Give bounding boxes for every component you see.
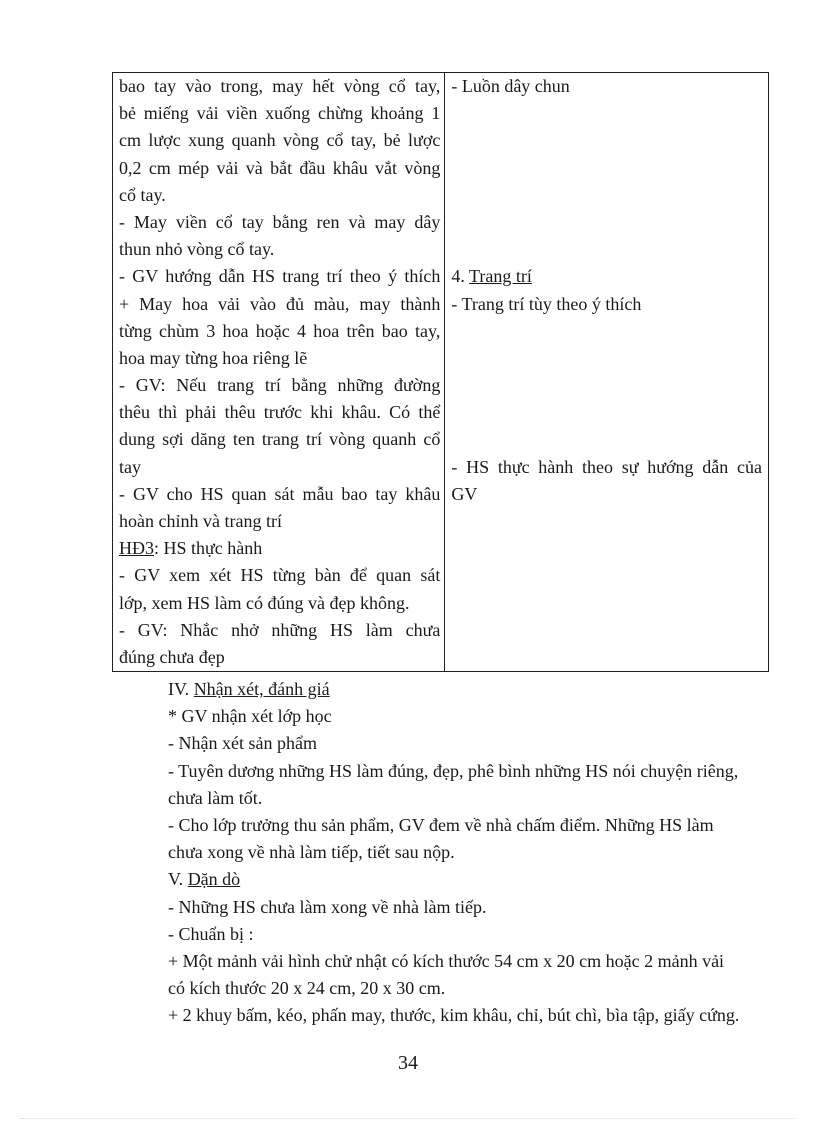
- table-line: tay: [119, 456, 141, 477]
- activity-heading: [119, 535, 440, 562]
- table-line: bao tay vào trong, may hết vòng cổ tay,: [119, 76, 441, 96]
- table-line: thêu thì phải thêu trước khi khâu. Có thể: [119, 402, 441, 423]
- paragraph-line: + 2 khuy bấm, kéo, phấn may, thước, kim khâu, chỉ, bút chì, bìa tập, giấy cứng.: [168, 1005, 740, 1026]
- footer-divider: [20, 1118, 796, 1119]
- student-activity-cell: [445, 73, 769, 672]
- paragraph-line: có kích thước 20 x 24 cm, 20 x 30 cm.: [168, 978, 446, 999]
- table-line: - Trang trí tùy theo ý thích: [451, 293, 642, 314]
- table-line: GV: [451, 483, 478, 504]
- section-5-title: Dặn dò: [187, 869, 241, 890]
- paragraph-line: + Một mảnh vải hình chử nhật có kích thước 54 cm x 20 cm hoặc 2 mảnh vải: [168, 950, 725, 971]
- table-line: - GV: Nếu trang trí bằng những đường: [119, 375, 441, 396]
- paragraph-line: - Cho lớp trưởng thu sản phẩm, GV đem về nhà chấm điểm. Những HS làm: [168, 814, 714, 835]
- table-line: từng chùm 3 hoa hoặc 4 hoa trên bao tay,: [119, 320, 441, 341]
- section-title: Trang trí: [469, 266, 532, 287]
- table-line: 0,2 cm mép vải và bắt đầu khâu vắt vòng: [119, 157, 441, 178]
- paragraph-line: chưa làm tốt.: [168, 787, 263, 808]
- table-line: - GV hướng dẫn HS trang trí theo ý thích: [119, 266, 441, 287]
- table-line: lớp, xem HS làm có đúng và đẹp không.: [119, 592, 410, 613]
- table-line: - GV xem xét HS từng bàn để quan sát: [119, 565, 441, 586]
- paragraph-line: chưa xong về nhà làm tiếp, tiết sau nộp.: [168, 842, 455, 863]
- page-number: 34: [398, 1052, 418, 1074]
- table-line: - GV cho HS quan sát mẫu bao tay khâu: [119, 483, 441, 504]
- section-number: 4.: [451, 266, 470, 287]
- paragraph-line: - Chuẩn bị :: [168, 923, 254, 944]
- table-line: + May hoa vải vào đủ màu, may thành: [119, 293, 441, 314]
- section-heading: [451, 263, 762, 290]
- table-row: [113, 73, 769, 672]
- section-4-number: IV.: [168, 679, 194, 699]
- table-line: - Luồn dây chun: [451, 76, 570, 96]
- table-line: - May viền cổ tay bằng ren và may dây: [119, 211, 441, 232]
- table-line: dung sợi dăng ten trang trí vòng quanh cổ: [119, 429, 441, 450]
- table-line: - GV: Nhắc nhở những HS làm chưa: [119, 619, 441, 640]
- section-5-heading: [168, 866, 768, 893]
- table-line: cm lược xung quanh vòng cổ tay, bẻ lược: [119, 130, 441, 151]
- paragraph-line: - Những HS chưa làm xong về nhà làm tiếp.: [168, 896, 487, 917]
- teacher-activity-cell: [113, 73, 445, 672]
- paragraph-line: - Tuyên dương những HS làm đúng, đẹp, phê bình những HS nói chuyện riêng,: [168, 760, 739, 781]
- table-line: hoa may từng hoa riêng lẽ: [119, 347, 308, 368]
- activity-label: HĐ3: [119, 538, 154, 559]
- table-line: thun nhỏ vòng cổ tay.: [119, 239, 275, 260]
- table-line: hoàn chỉnh và trang trí: [119, 511, 282, 531]
- paragraph-line: * GV nhận xét lớp học: [168, 706, 332, 727]
- table-line: - HS thực hành theo sự hướng dẫn của: [451, 456, 762, 477]
- section-4-heading: [168, 676, 768, 703]
- closing-sections: [168, 676, 768, 1029]
- section-4-title: Nhận xét, đánh giá: [193, 679, 330, 699]
- table-line: đúng chưa đẹp: [119, 646, 225, 667]
- section-5-number: V.: [168, 869, 188, 890]
- activity-text: : HS thực hành: [154, 538, 263, 559]
- table-line: cổ tay.: [119, 184, 166, 205]
- table-line: bẻ miếng vải viền xuống chừng khoảng 1: [119, 103, 441, 124]
- lesson-activity-table: [112, 72, 769, 672]
- paragraph-line: - Nhận xét sản phẩm: [168, 733, 317, 754]
